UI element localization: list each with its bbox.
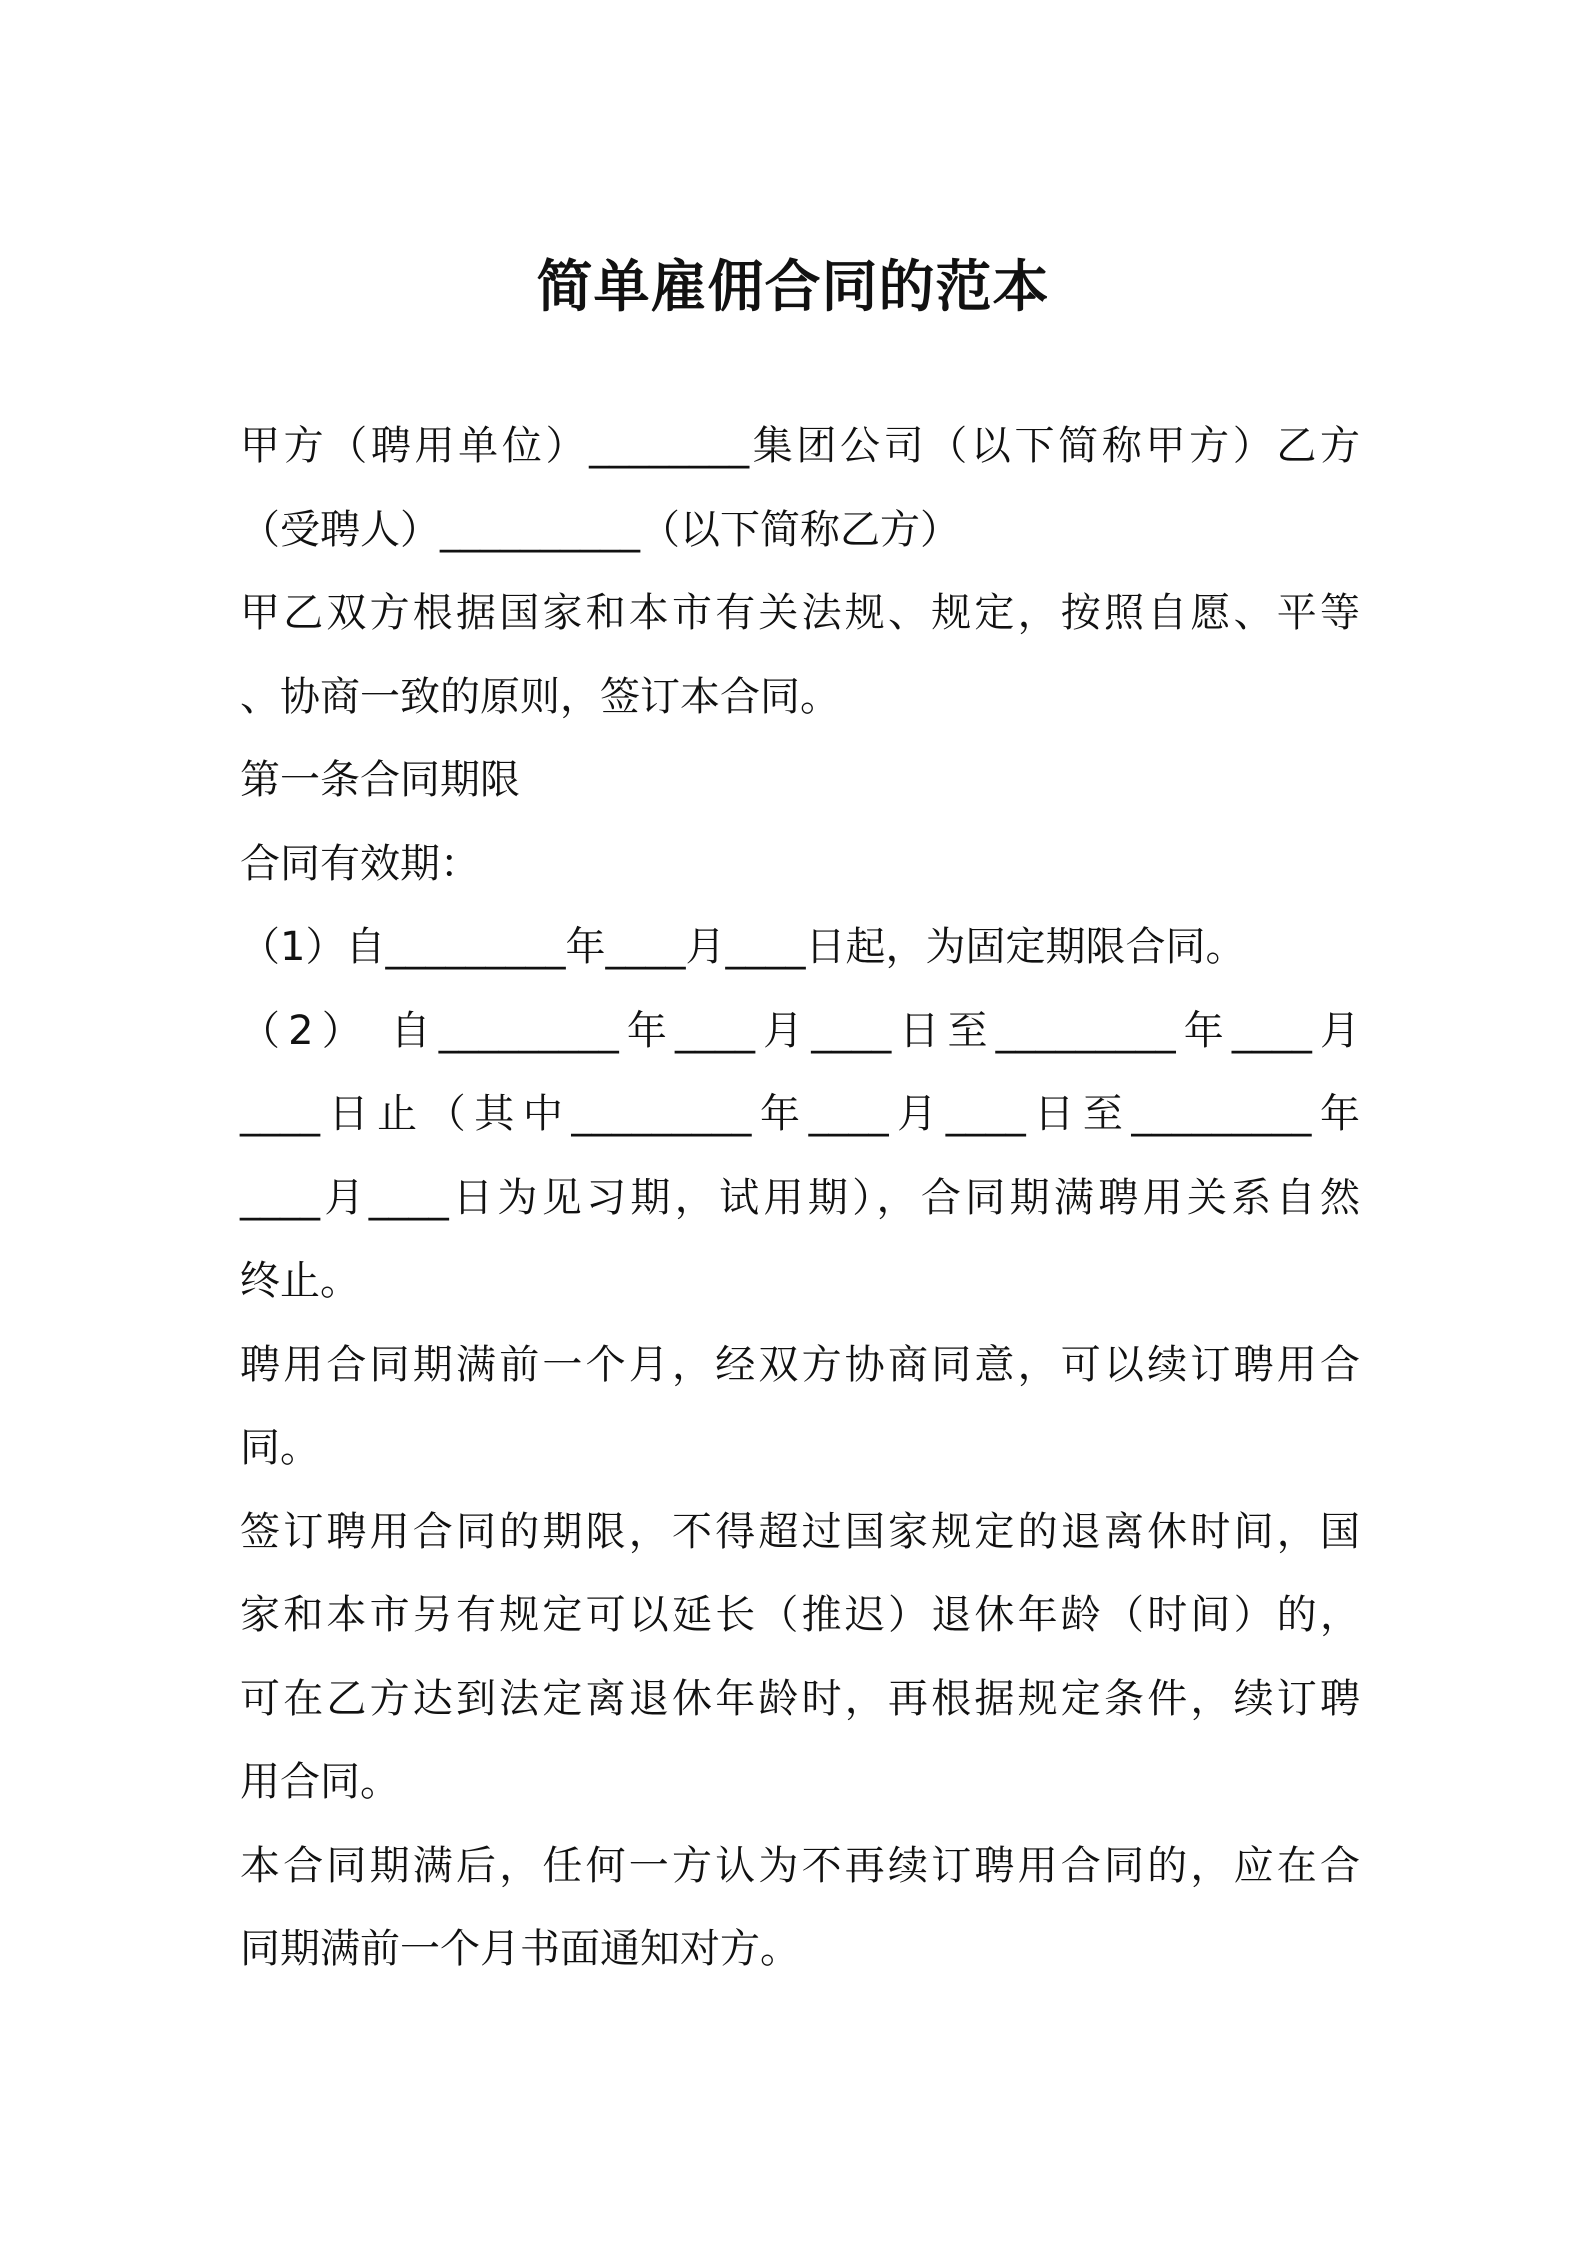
text-line: 聘用合同期满前一个月，经双方协商同意，可以续订聘用合 bbox=[240, 1341, 1360, 1388]
text-line: 用合同。 bbox=[240, 1759, 400, 1805]
document-body bbox=[240, 405, 1360, 1992]
document-title: 简单雇佣合同的范本 bbox=[536, 255, 1050, 320]
text-line: 甲乙双方根据国家和本市有关法规、规定，按照自愿、平等 bbox=[240, 590, 1360, 636]
text-line: 同。 bbox=[240, 1425, 320, 1471]
text-line: 签订聘用合同的期限，不得超过国家规定的退离休时间，国 bbox=[240, 1508, 1360, 1555]
text-line: ____月____日为见习期，试用期），合同期满聘用关系自然 bbox=[240, 1174, 1360, 1221]
text-line: ____日止（其中_________年____月____日至_________年 bbox=[240, 1091, 1360, 1137]
text-line: 终止。 bbox=[240, 1258, 360, 1304]
text-line: 甲方（聘用单位）________集团公司（以下简称甲方）乙方 bbox=[240, 423, 1360, 469]
text-line: 家和本市另有规定可以延长（推迟）退休年龄（时间）的， bbox=[240, 1592, 1360, 1638]
text-line: 合同有效期： bbox=[240, 840, 480, 887]
text-line: 同期满前一个月书面通知对方。 bbox=[240, 1926, 800, 1972]
text-line: 可在乙方达到法定离退休年龄时，再根据规定条件，续订聘 bbox=[240, 1675, 1360, 1722]
text-line: 、协商一致的原则，签订本合同。 bbox=[240, 673, 840, 720]
section-heading: 第一条合同期限 bbox=[240, 757, 520, 803]
text-line: （1）自_________年____月____日起，为固定期限合同。 bbox=[240, 924, 1246, 970]
text-line: （受聘人）__________（以下简称乙方） bbox=[240, 506, 960, 553]
text-line: 本合同期满后，任何一方认为不再续订聘用合同的，应在合 bbox=[240, 1842, 1360, 1889]
text-line: （2） 自_________年____月____日至_________年____月 bbox=[240, 1007, 1360, 1054]
